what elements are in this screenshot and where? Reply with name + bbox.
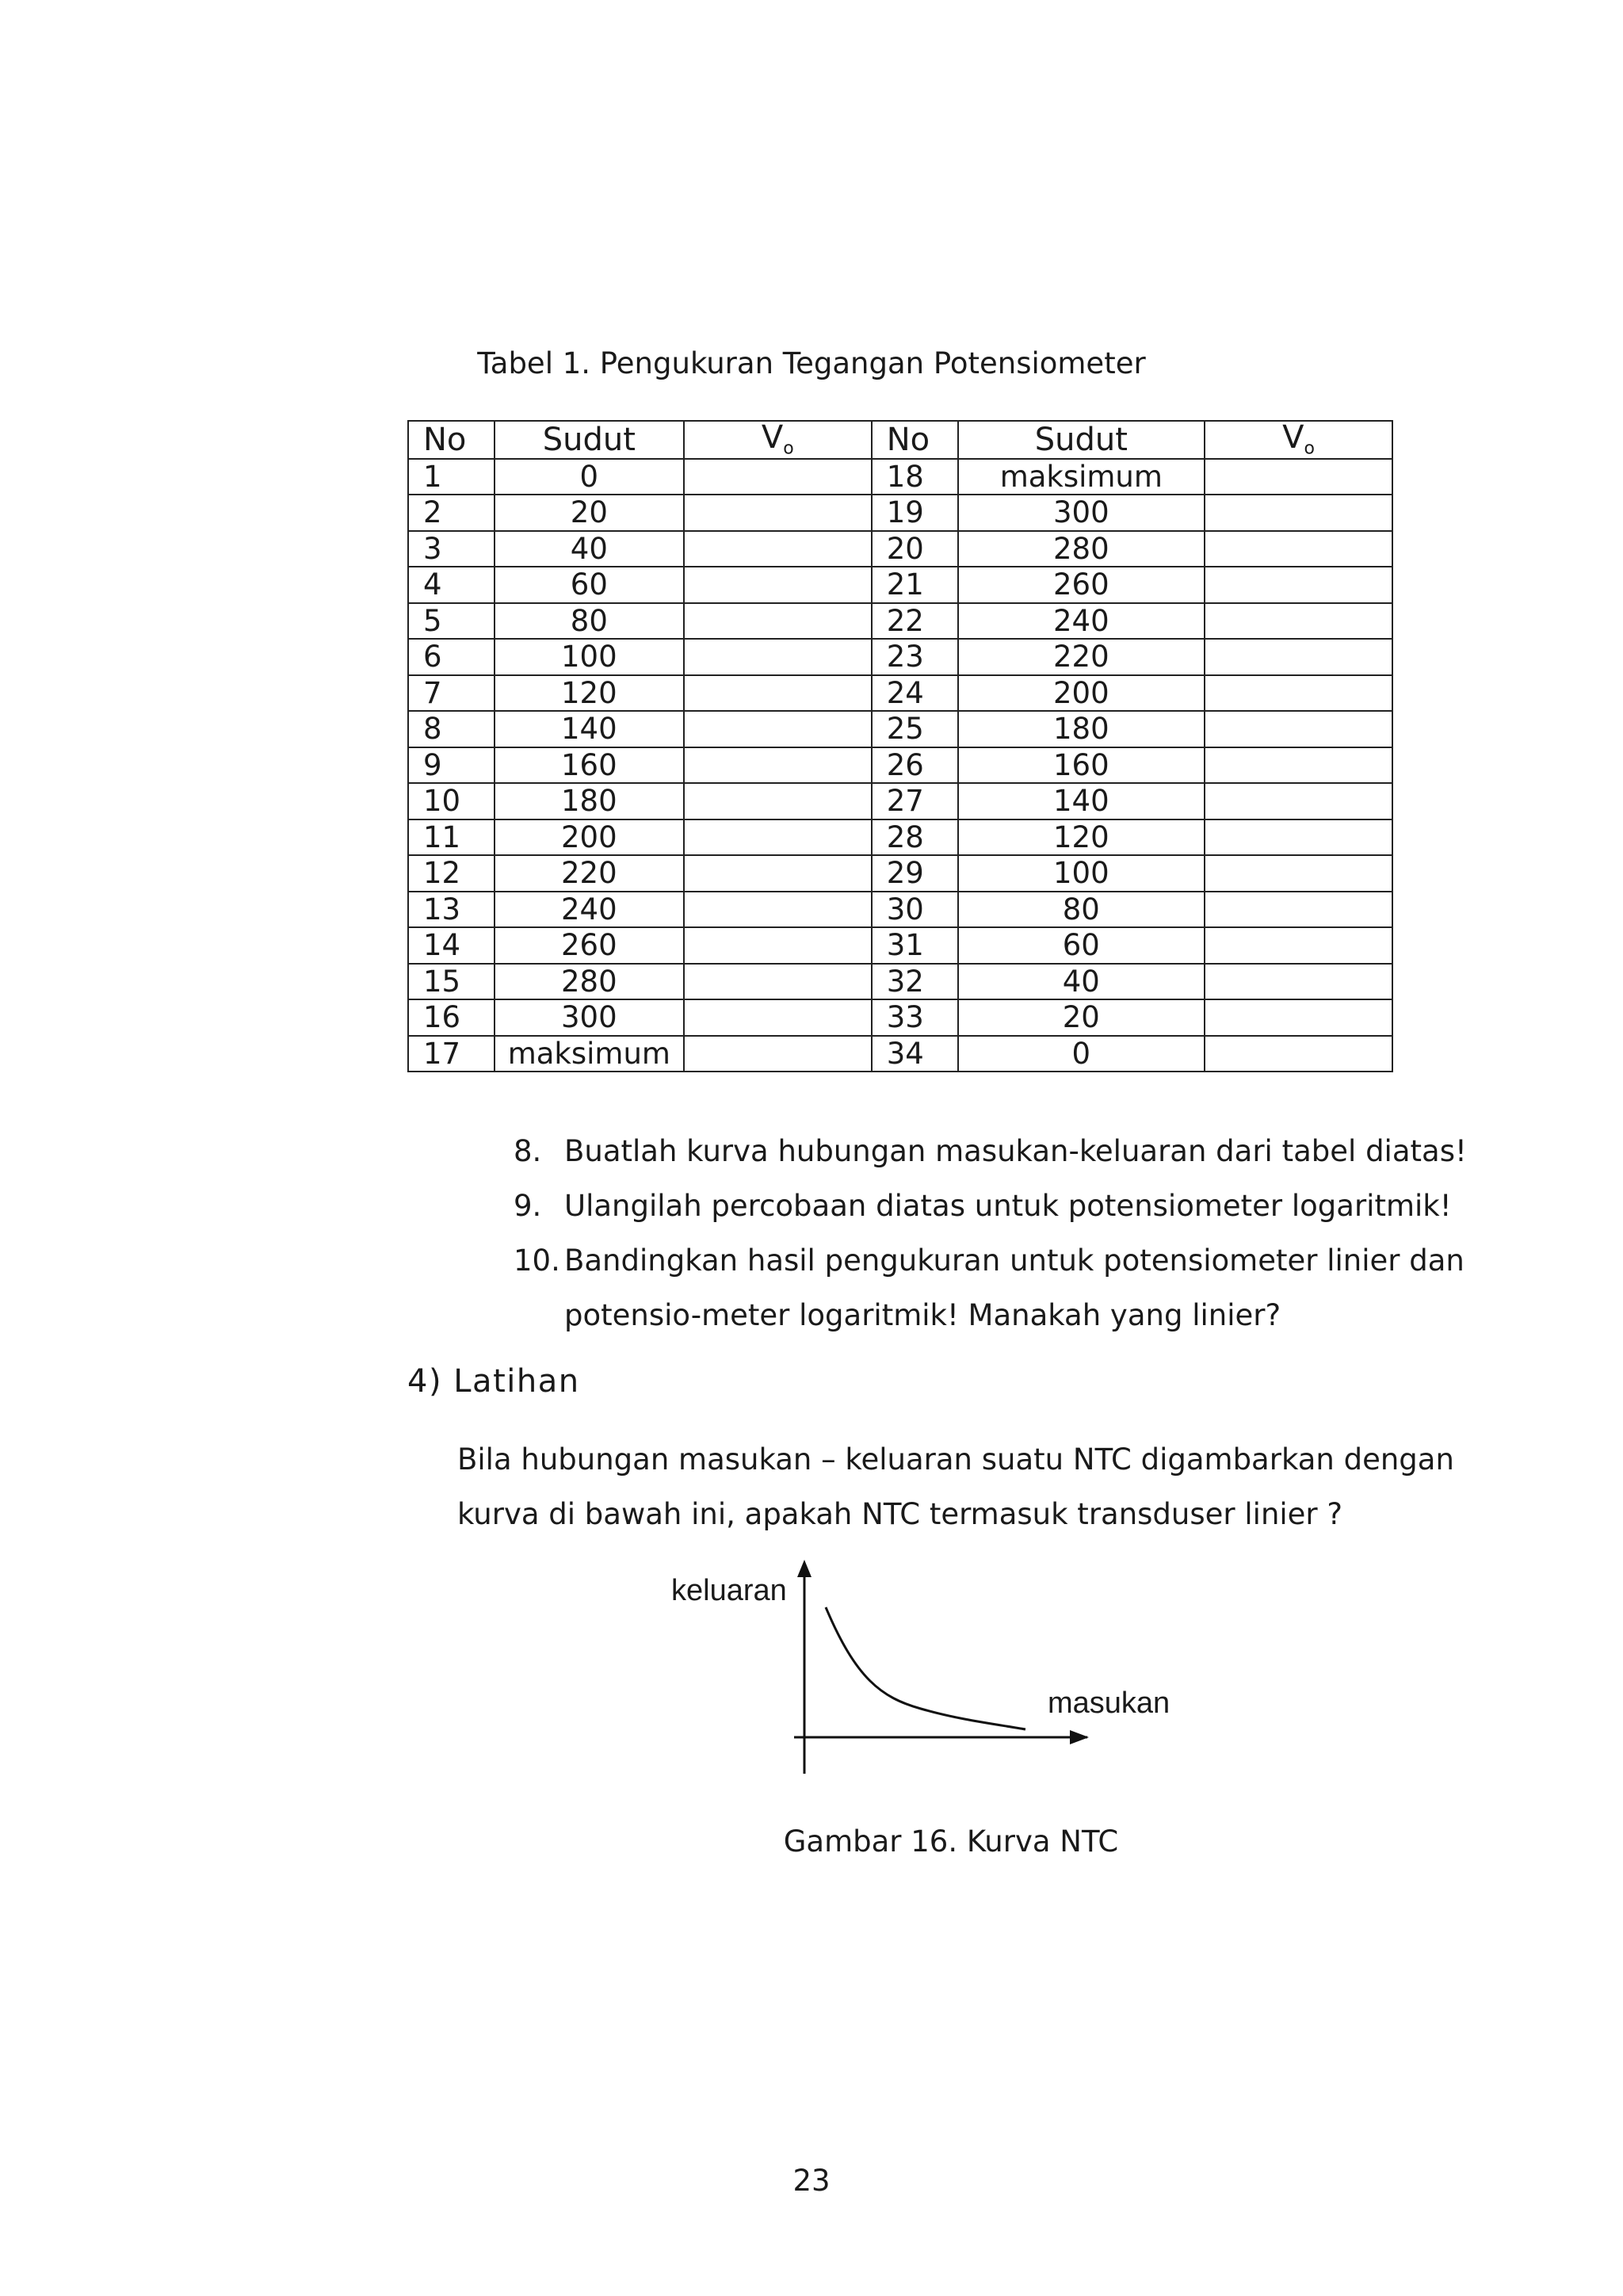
cell-no-right: 20: [872, 531, 958, 567]
cell-vo-right: [1205, 1036, 1392, 1072]
cell-vo-right: [1205, 603, 1392, 640]
cell-sudut-right: 300: [958, 495, 1205, 531]
cell-no-left: 7: [408, 675, 495, 712]
cell-sudut-left: 240: [495, 892, 684, 928]
cell-no-left: 6: [408, 639, 495, 675]
header-vo-left: [684, 421, 872, 459]
cell-vo-right: [1205, 819, 1392, 856]
cell-vo-left: [684, 711, 872, 747]
step-text-line2: potensio-meter logaritmik! Manakah yang linier?: [564, 1298, 1281, 1332]
cell-vo-left: [684, 819, 872, 856]
cell-no-left: 5: [408, 603, 495, 640]
vo-subscript: o: [783, 438, 794, 459]
cell-vo-right: [1205, 964, 1392, 1000]
cell-vo-right: [1205, 747, 1392, 784]
cell-vo-left: [684, 927, 872, 964]
cell-vo-left: [684, 964, 872, 1000]
cell-vo-right: [1205, 999, 1392, 1036]
y-axis-arrowhead: [797, 1560, 812, 1577]
cell-sudut-right: 140: [958, 783, 1205, 819]
cell-vo-left: [684, 531, 872, 567]
cell-sudut-right: 0: [958, 1036, 1205, 1072]
step-text: Ulangilah percobaan diatas untuk potensiometer logaritmik!: [564, 1189, 1452, 1223]
cell-no-right: 33: [872, 999, 958, 1036]
cell-sudut-left: maksimum: [495, 1036, 684, 1072]
cell-sudut-right: maksimum: [958, 459, 1205, 495]
cell-no-left: 10: [408, 783, 495, 819]
cell-no-right: 31: [872, 927, 958, 964]
cell-sudut-right: 200: [958, 675, 1205, 712]
cell-sudut-left: 0: [495, 459, 684, 495]
paragraph-line: Bila hubungan masukan – keluaran suatu NTC digambarkan dengan: [457, 1442, 1454, 1477]
cell-no-right: 25: [872, 711, 958, 747]
section-heading: 4) Latihan: [407, 1363, 580, 1400]
cell-no-left: 3: [408, 531, 495, 567]
cell-sudut-left: 100: [495, 639, 684, 675]
table-row: [408, 459, 1392, 495]
table-row: [408, 892, 1392, 928]
vo-subscript: o: [1304, 438, 1315, 459]
header-sudut-left: Sudut: [495, 421, 684, 459]
cell-sudut-right: 260: [958, 567, 1205, 603]
cell-sudut-left: 160: [495, 747, 684, 784]
table-row: [408, 567, 1392, 603]
cell-vo-left: [684, 495, 872, 531]
cell-vo-left: [684, 999, 872, 1036]
cell-no-right: 28: [872, 819, 958, 856]
cell-sudut-left: 260: [495, 927, 684, 964]
y-axis-label: keluaran: [671, 1574, 787, 1607]
cell-sudut-right: 100: [958, 855, 1205, 892]
cell-vo-right: [1205, 495, 1392, 531]
cell-no-left: 4: [408, 567, 495, 603]
table-row: [408, 819, 1392, 856]
cell-no-right: 24: [872, 675, 958, 712]
cell-no-left: 2: [408, 495, 495, 531]
paragraph-line: kurva di bawah ini, apakah NTC termasuk transduser linier ?: [457, 1497, 1343, 1531]
cell-sudut-left: 20: [495, 495, 684, 531]
cell-sudut-right: 280: [958, 531, 1205, 567]
cell-vo-left: [684, 675, 872, 712]
cell-vo-left: [684, 459, 872, 495]
cell-vo-left: [684, 1036, 872, 1072]
table-row: [408, 531, 1392, 567]
cell-vo-right: [1205, 783, 1392, 819]
table-row: [408, 927, 1392, 964]
cell-vo-right: [1205, 855, 1392, 892]
cell-sudut-left: 120: [495, 675, 684, 712]
cell-no-left: 16: [408, 999, 495, 1036]
table-row: [408, 747, 1392, 784]
cell-no-right: 21: [872, 567, 958, 603]
cell-no-left: 13: [408, 892, 495, 928]
table-row: [408, 999, 1392, 1036]
header-no-left: No: [408, 421, 495, 459]
cell-no-right: 34: [872, 1036, 958, 1072]
cell-no-right: 26: [872, 747, 958, 784]
cell-no-left: 1: [408, 459, 495, 495]
header-no-right: No: [872, 421, 958, 459]
cell-sudut-right: 220: [958, 639, 1205, 675]
cell-no-right: 27: [872, 783, 958, 819]
cell-vo-left: [684, 783, 872, 819]
cell-no-left: 12: [408, 855, 495, 892]
cell-sudut-right: 40: [958, 964, 1205, 1000]
cell-vo-left: [684, 603, 872, 640]
ntc-curve: [826, 1607, 1025, 1729]
cell-no-left: 17: [408, 1036, 495, 1072]
x-axis-arrowhead: [1070, 1730, 1089, 1744]
cell-no-left: 8: [408, 711, 495, 747]
step-number: 9.: [514, 1189, 542, 1223]
cell-no-left: 9: [408, 747, 495, 784]
step-item-continued: [0, 1288, 1623, 1343]
cell-vo-left: [684, 747, 872, 784]
cell-vo-right: [1205, 459, 1392, 495]
table-row: [408, 711, 1392, 747]
ntc-curve-figure: [777, 1553, 1189, 1791]
table-row: [408, 855, 1392, 892]
step-text: Buatlah kurva hubungan masukan-keluaran dari tabel diatas!: [564, 1134, 1467, 1168]
cell-no-right: 30: [872, 892, 958, 928]
cell-sudut-right: 240: [958, 603, 1205, 640]
x-axis-label: masukan: [1048, 1687, 1170, 1720]
table-body: [408, 459, 1392, 1072]
cell-no-right: 19: [872, 495, 958, 531]
step-item: [0, 1124, 1623, 1179]
table-row: [408, 603, 1392, 640]
step-item: [0, 1179, 1623, 1233]
cell-no-right: 32: [872, 964, 958, 1000]
cell-sudut-right: 180: [958, 711, 1205, 747]
cell-vo-right: [1205, 531, 1392, 567]
cell-sudut-right: 80: [958, 892, 1205, 928]
cell-vo-left: [684, 892, 872, 928]
cell-vo-right: [1205, 567, 1392, 603]
header-sudut-right: Sudut: [958, 421, 1205, 459]
cell-sudut-right: 60: [958, 927, 1205, 964]
vo-main: V: [761, 419, 784, 456]
measurement-table: [407, 420, 1393, 1072]
cell-vo-left: [684, 639, 872, 675]
cell-vo-right: [1205, 675, 1392, 712]
step-number: 10.: [514, 1244, 560, 1278]
page-number: 23: [792, 2164, 831, 2198]
cell-no-right: 23: [872, 639, 958, 675]
cell-vo-right: [1205, 892, 1392, 928]
cell-sudut-left: 140: [495, 711, 684, 747]
cell-sudut-left: 300: [495, 999, 684, 1036]
cell-vo-right: [1205, 711, 1392, 747]
cell-no-left: 14: [408, 927, 495, 964]
cell-sudut-left: 220: [495, 855, 684, 892]
step-number: 8.: [514, 1134, 542, 1168]
cell-sudut-right: 120: [958, 819, 1205, 856]
cell-sudut-left: 80: [495, 603, 684, 640]
header-vo-right: [1205, 421, 1392, 459]
table-row: [408, 1036, 1392, 1072]
vo-main: V: [1282, 419, 1304, 456]
table-row: [408, 783, 1392, 819]
cell-sudut-left: 200: [495, 819, 684, 856]
cell-no-right: 29: [872, 855, 958, 892]
cell-vo-left: [684, 567, 872, 603]
table-row: [408, 639, 1392, 675]
cell-sudut-left: 60: [495, 567, 684, 603]
cell-vo-right: [1205, 927, 1392, 964]
table-caption: Tabel 1. Pengukuran Tegangan Potensiometer: [477, 346, 1146, 380]
table-row: [408, 675, 1392, 712]
cell-no-left: 15: [408, 964, 495, 1000]
table-header-row: [408, 421, 1392, 459]
cell-no-left: 11: [408, 819, 495, 856]
figure-caption: Gambar 16. Kurva NTC: [783, 1824, 1119, 1859]
table-row: [408, 964, 1392, 1000]
cell-sudut-left: 180: [495, 783, 684, 819]
cell-vo-right: [1205, 639, 1392, 675]
table-row: [408, 495, 1392, 531]
cell-sudut-left: 40: [495, 531, 684, 567]
step-text-line1: Bandingkan hasil pengukuran untuk potensiometer linier dan: [564, 1244, 1465, 1278]
cell-no-right: 22: [872, 603, 958, 640]
cell-vo-left: [684, 855, 872, 892]
step-item: [0, 1233, 1623, 1288]
cell-sudut-left: 280: [495, 964, 684, 1000]
cell-sudut-right: 160: [958, 747, 1205, 784]
cell-no-right: 18: [872, 459, 958, 495]
cell-sudut-right: 20: [958, 999, 1205, 1036]
